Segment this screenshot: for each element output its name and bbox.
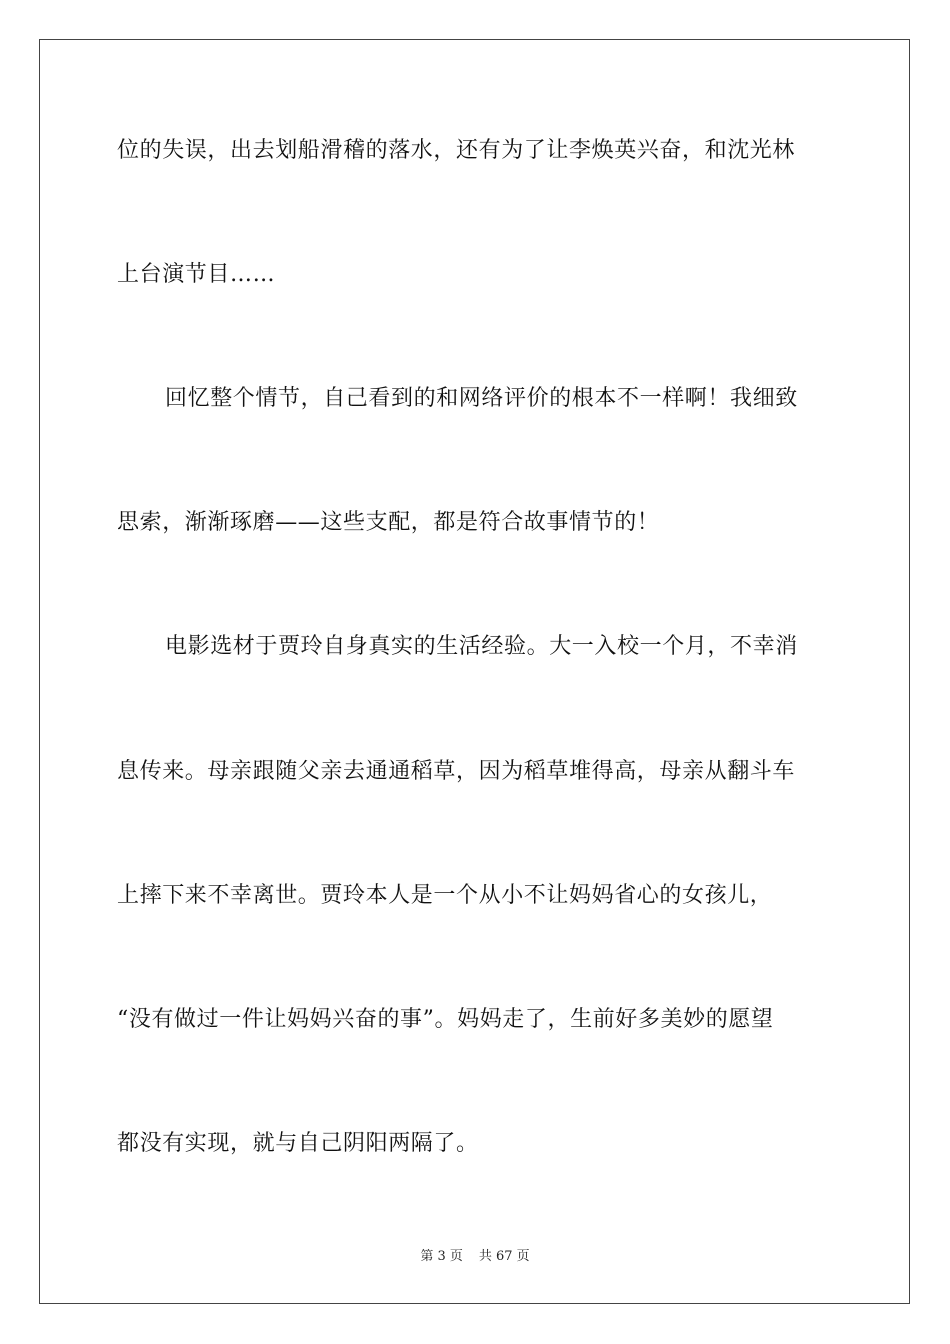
page-border bbox=[39, 39, 910, 1304]
page-footer bbox=[0, 1248, 950, 1266]
body-text-line: 都没有实现，就与自己阴阳两隔了。 bbox=[117, 1131, 479, 1156]
paragraph-start-line: 回忆整个情节，自己看到的和网络评价的根本不一样啊！我细致 bbox=[165, 386, 798, 411]
body-text-line: “没有做过一件让妈妈兴奋的事”。妈妈走了，生前好多美妙的愿望 bbox=[117, 1007, 774, 1032]
total-pages: 共 67 页 bbox=[478, 1249, 530, 1264]
body-text-line: 上摔下来不幸离世。贾玲本人是一个从小不让妈妈省心的女孩儿， bbox=[117, 883, 773, 908]
paragraph-start-line: 电影选材于贾玲自身真实的生活经验。大一入校一个月，不幸消 bbox=[165, 634, 798, 659]
body-text-line: 位的失误，出去划船滑稽的落水，还有为了让李焕英兴奋，和沈光林 bbox=[117, 138, 796, 163]
body-text-line: 上台演节目…… bbox=[117, 262, 276, 287]
page-number: 第 3 页 bbox=[420, 1249, 463, 1264]
body-text-line: 息传来。母亲跟随父亲去通通稻草，因为稻草堆得高，母亲从翻斗车 bbox=[117, 759, 796, 784]
body-text-line: 思索，渐渐琢磨——这些支配，都是符合故事情节的！ bbox=[117, 510, 660, 535]
